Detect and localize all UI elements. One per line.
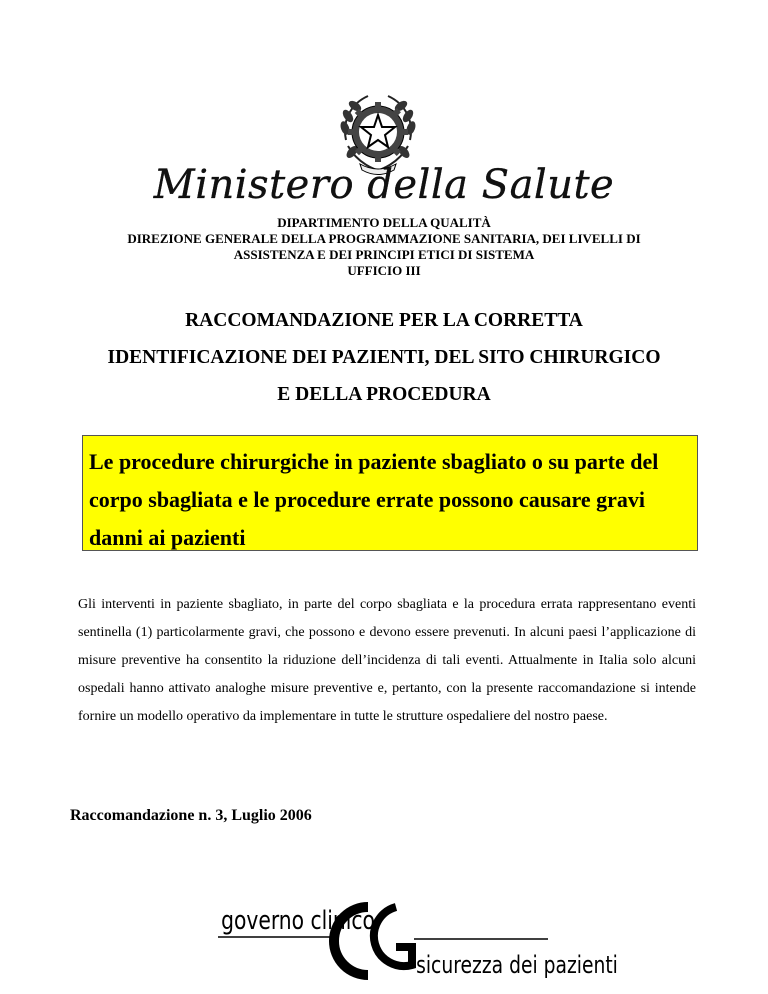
governo-clinico-logo-icon: [218, 893, 618, 989]
logo-left-text: governo clinico: [221, 905, 375, 936]
department-line: DIPARTIMENTO DELLA QUALITÀ: [277, 215, 491, 230]
department-header: [0, 215, 768, 279]
ministry-title: Ministero della Salute: [153, 162, 615, 208]
department-line: ASSISTENZA E DEI PRINCIPI ETICI DI SISTEMA: [233, 247, 535, 262]
recommendation-reference: Raccomandazione n. 3, Luglio 2006: [70, 807, 312, 824]
office-line: UFFICIO III: [347, 263, 421, 278]
logo-right-text: sicurezza dei pazienti: [416, 951, 618, 980]
department-line: DIREZIONE GENERALE DELLA PROGRAMMAZIONE SANITARIA, DEI LIVELLI DI: [127, 231, 641, 246]
title-line: IDENTIFICAZIONE DEI PAZIENTI, DEL SITO CHIRURGICO: [107, 347, 661, 368]
title-line: RACCOMANDAZIONE PER LA CORRETTA: [185, 310, 583, 331]
title-line: E DELLA PROCEDURA: [277, 384, 491, 405]
intro-paragraph: Gli interventi in paziente sbagliato, in parte del corpo sbagliata e la procedura errata rappresentano eventi sentinella (1) particolarmente gravi, che possono e devono essere prevenuti. In alcuni paesi l’applicazione di misure preventive ha consentito la riduzione dell’incidenza di tali eventi. Attualmente in Italia solo alcuni ospedali hanno attivato analoghe misure preventive e, pertanto, con la presente raccomandazione si intende fornire un modello operativo da implementare in tutte le strutture ospedaliere del nostro paese.: [78, 597, 696, 724]
recommendation-title: [0, 302, 768, 413]
warning-box: Le procedure chirurgiche in paziente sbagliato o su parte del corpo sbagliata e le procedure errate possono causare gravi danni ai pazienti: [82, 435, 698, 551]
